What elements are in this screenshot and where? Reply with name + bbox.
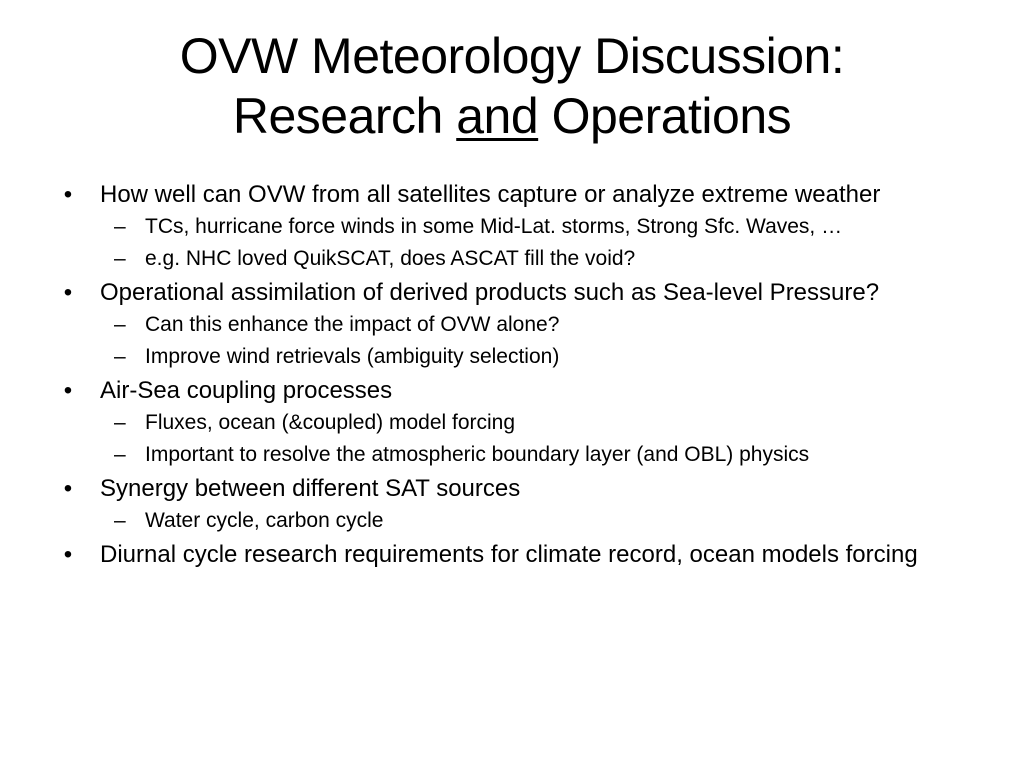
sub-bullet-text: TCs, hurricane force winds in some Mid-Lat. storms, Strong Sfc. Waves, …: [145, 215, 843, 238]
sub-bullet-text: Improve wind retrievals (ambiguity selection): [145, 345, 560, 368]
sub-bullet-text: e.g. NHC loved QuikSCAT, does ASCAT fill the void?: [145, 247, 636, 270]
dash-icon: –: [114, 411, 126, 434]
bullet-icon: •: [63, 475, 73, 502]
bullet-item: [58, 474, 998, 503]
bullet-item: [58, 376, 998, 405]
sub-bullet-text: Important to resolve the atmospheric boundary layer (and OBL) physics: [145, 443, 810, 466]
bullet-icon: •: [63, 181, 73, 208]
dash-icon: –: [114, 509, 126, 532]
sub-bullet-item: [58, 312, 998, 338]
bullet-text: Operational assimilation of derived products such as Sea-level Pressure?: [100, 279, 880, 306]
bullet-icon: •: [63, 377, 73, 404]
bullet-list: [58, 180, 998, 573]
title-line-2-post: Operations: [538, 88, 792, 144]
sub-bullet-item: [58, 442, 998, 468]
title-line-1: OVW Meteorology Discussion:: [179, 28, 845, 84]
dash-icon: –: [114, 215, 126, 238]
bullet-text: Diurnal cycle research requirements for climate record, ocean models forcing: [100, 541, 918, 568]
title-line-2-pre: Research: [232, 88, 457, 144]
dash-icon: –: [114, 247, 126, 270]
bullet-text: Air-Sea coupling processes: [100, 377, 393, 404]
bullet-text: How well can OVW from all satellites capture or analyze extreme weather: [100, 181, 881, 208]
bullet-item: [58, 180, 998, 209]
bullet-item: [58, 278, 998, 307]
sub-bullet-item: [58, 246, 998, 272]
bullet-icon: •: [63, 279, 73, 306]
sub-bullet-item: [58, 508, 998, 534]
sub-bullet-text: Water cycle, carbon cycle: [145, 509, 384, 532]
dash-icon: –: [114, 313, 126, 336]
slide-title: [60, 26, 964, 146]
sub-bullet-text: Fluxes, ocean (&coupled) model forcing: [145, 411, 516, 434]
dash-icon: –: [114, 443, 126, 466]
bullet-icon: •: [63, 541, 73, 568]
title-underlined-word: and: [456, 88, 539, 144]
bullet-text: Synergy between different SAT sources: [100, 475, 521, 502]
sub-bullet-text: Can this enhance the impact of OVW alone?: [145, 313, 560, 336]
sub-bullet-item: [58, 344, 998, 370]
title-line-2: [60, 86, 964, 146]
dash-icon: –: [114, 345, 126, 368]
bullet-item: [58, 540, 998, 569]
sub-bullet-item: [58, 410, 998, 436]
sub-bullet-item: [58, 214, 998, 240]
